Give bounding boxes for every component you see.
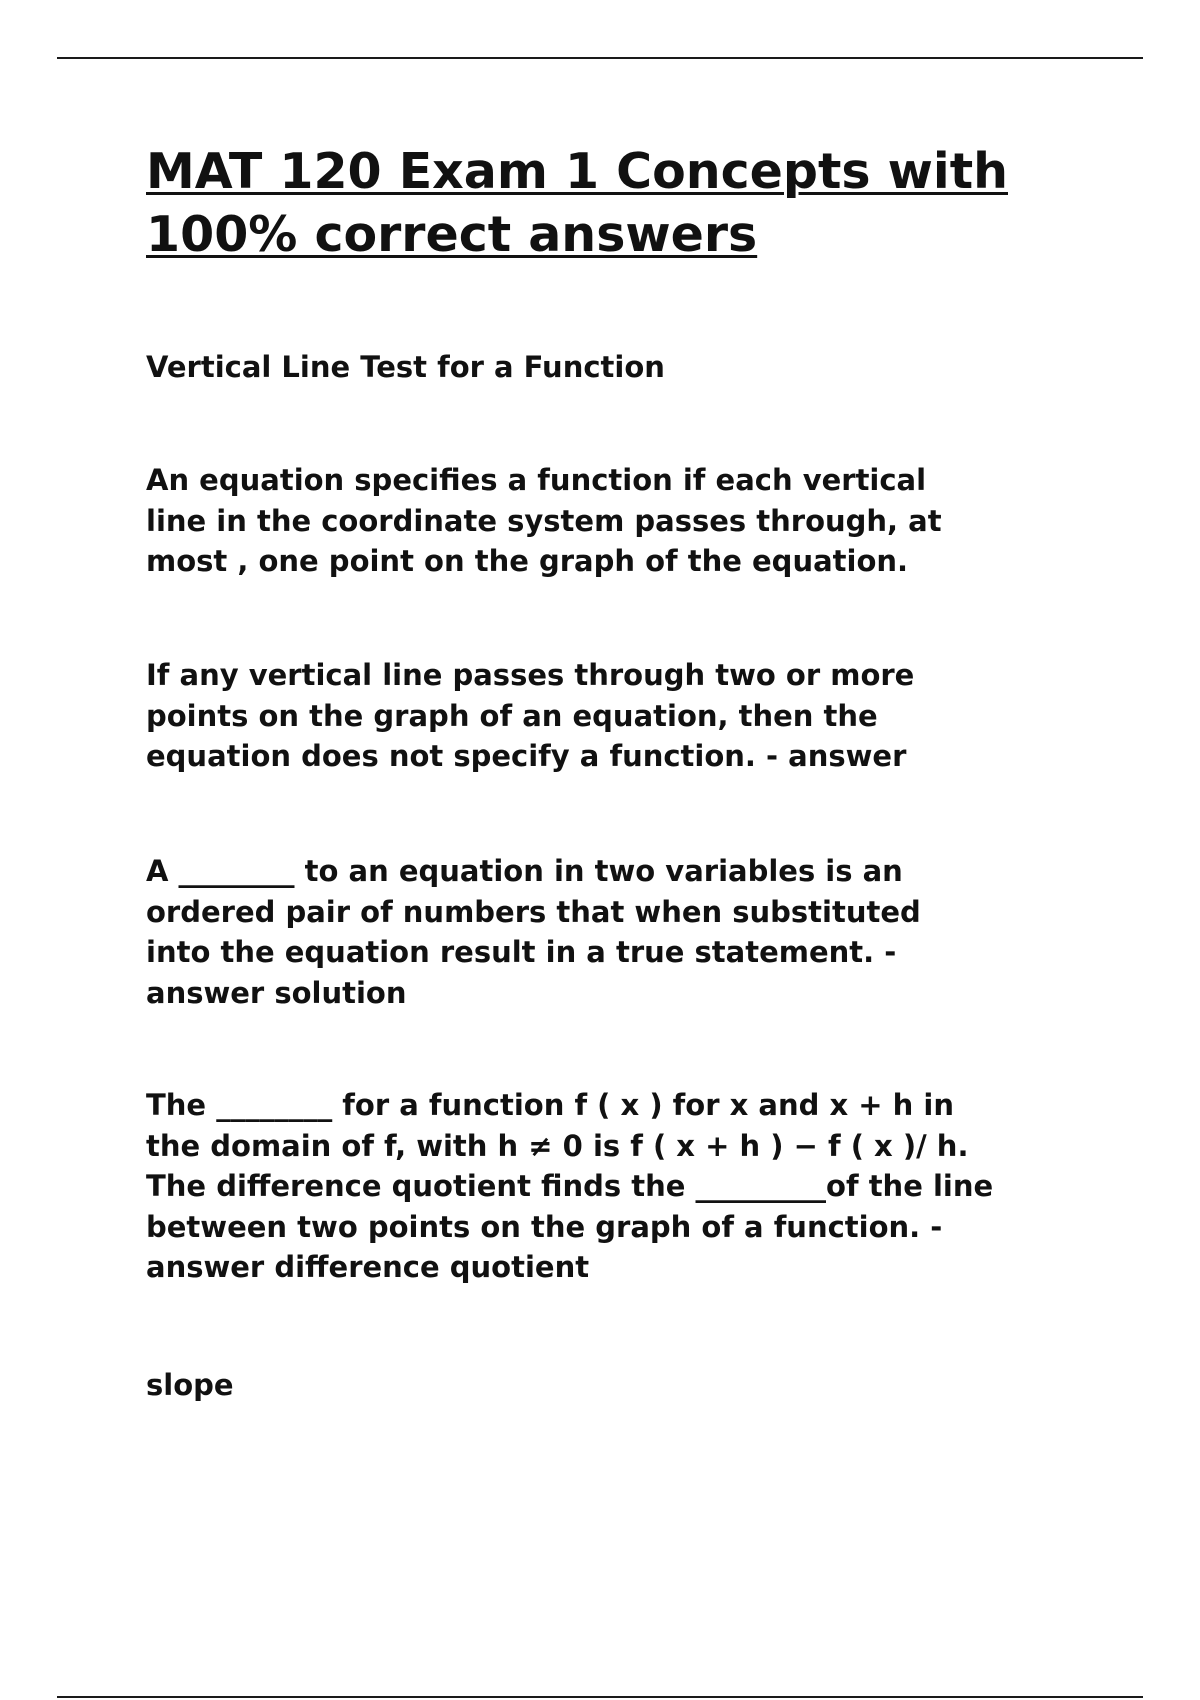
slope-answer-paragraph: slope	[146, 1368, 234, 1402]
definition-continuation-paragraph: If any vertical line passes through two or more points on the graph of an equation, then the equation does not specify a function. - answer	[146, 658, 915, 773]
topic-heading: Vertical Line Test for a Function	[146, 350, 665, 384]
solution-question-paragraph: A ________ to an equation in two variables is an ordered pair of numbers that when substituted into the equation result in a true statement. - answer solution	[146, 854, 921, 1010]
document-title: MAT 120 Exam 1 Concepts with 100% correct answers	[146, 143, 1008, 263]
top-rule	[57, 57, 1143, 59]
bottom-rule	[57, 1696, 1143, 1698]
definition-paragraph: An equation specifies a function if each vertical line in the coordinate system passes through, at most , one point on the graph of the equation.	[146, 463, 942, 578]
document-body	[146, 140, 1146, 1402]
difference-quotient-question-paragraph: The ________ for a function f ( x ) for x and x + h in the domain of f, with h ≠ 0 is f ( x + h ) − f ( x )/ h. The difference quotient finds the _________of the line between two points on the graph of a function. - answer difference quotient	[146, 1088, 994, 1284]
